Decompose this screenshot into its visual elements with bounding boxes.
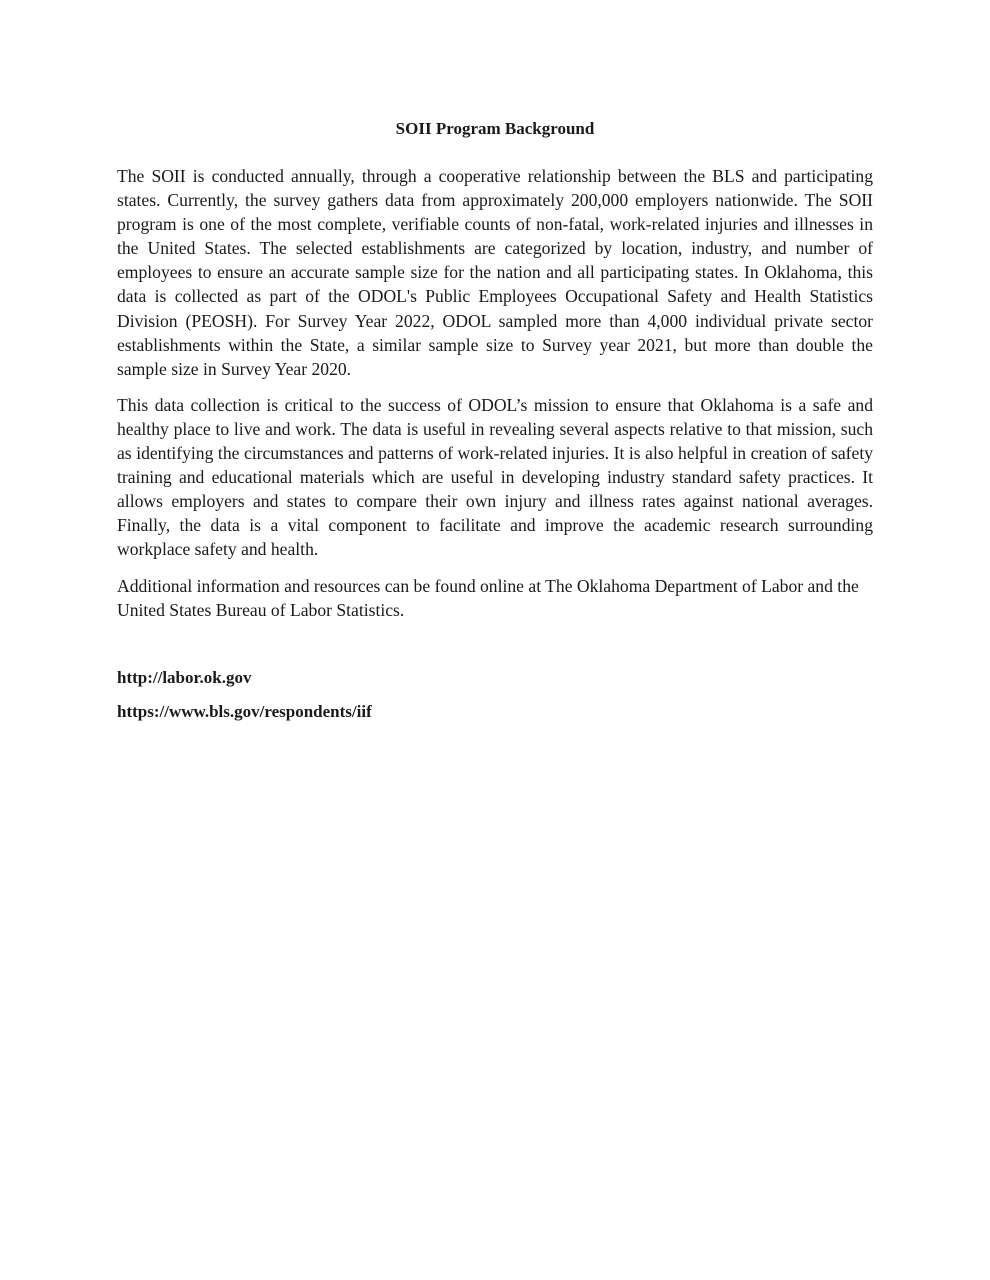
paragraph-additional-info: Additional information and resources can be found online at The Oklahoma Department of Labor and the United States Bureau of Labor Statistics. [117, 575, 859, 620]
link-odol-website[interactable]: http://labor.ok.gov [117, 667, 252, 687]
resource-links [117, 666, 873, 724]
paragraph-program-overview: The SOII is conducted annually, through a cooperative relationship between the BLS and participating states. Currently, the survey gathers data from approximately 200,000 employers nationwide. The SOII program is one of the most complete, verifiable counts of non-fatal, work-related injuries and illnesses in the United States. The selected establishments are categorized by location, industry, and number of employees to ensure an accurate sample size for the nation and all participating states. In Oklahoma, this data is collected as part of the ODOL's Public Employees Occupational Safety and Health Statistics Division (PEOSH). For Survey Year 2022, ODOL sampled more than 4,000 individual private sector establishments within the State, a similar sample size to Survey year 2021, but more than double the sample size in Survey Year 2020. [117, 166, 873, 379]
document-page [117, 117, 873, 734]
link-bls-iif-website[interactable]: https://www.bls.gov/respondents/iif [117, 701, 372, 721]
paragraph-mission-importance: This data collection is critical to the success of ODOL’s mission to ensure that Oklahoma is a safe and healthy place to live and work. The data is useful in revealing several aspects relative to that mission, such as identifying the circumstances and patterns of work-related injuries. It is also helpful in creation of safety training and educational materials which are useful in developing industry standard safety practices. It allows employers and states to compare their own injury and illness rates against national averages. Finally, the data is a vital component to facilitate and improve the academic research surrounding workplace safety and health. [117, 394, 873, 560]
page-title: SOII Program Background [395, 119, 595, 138]
